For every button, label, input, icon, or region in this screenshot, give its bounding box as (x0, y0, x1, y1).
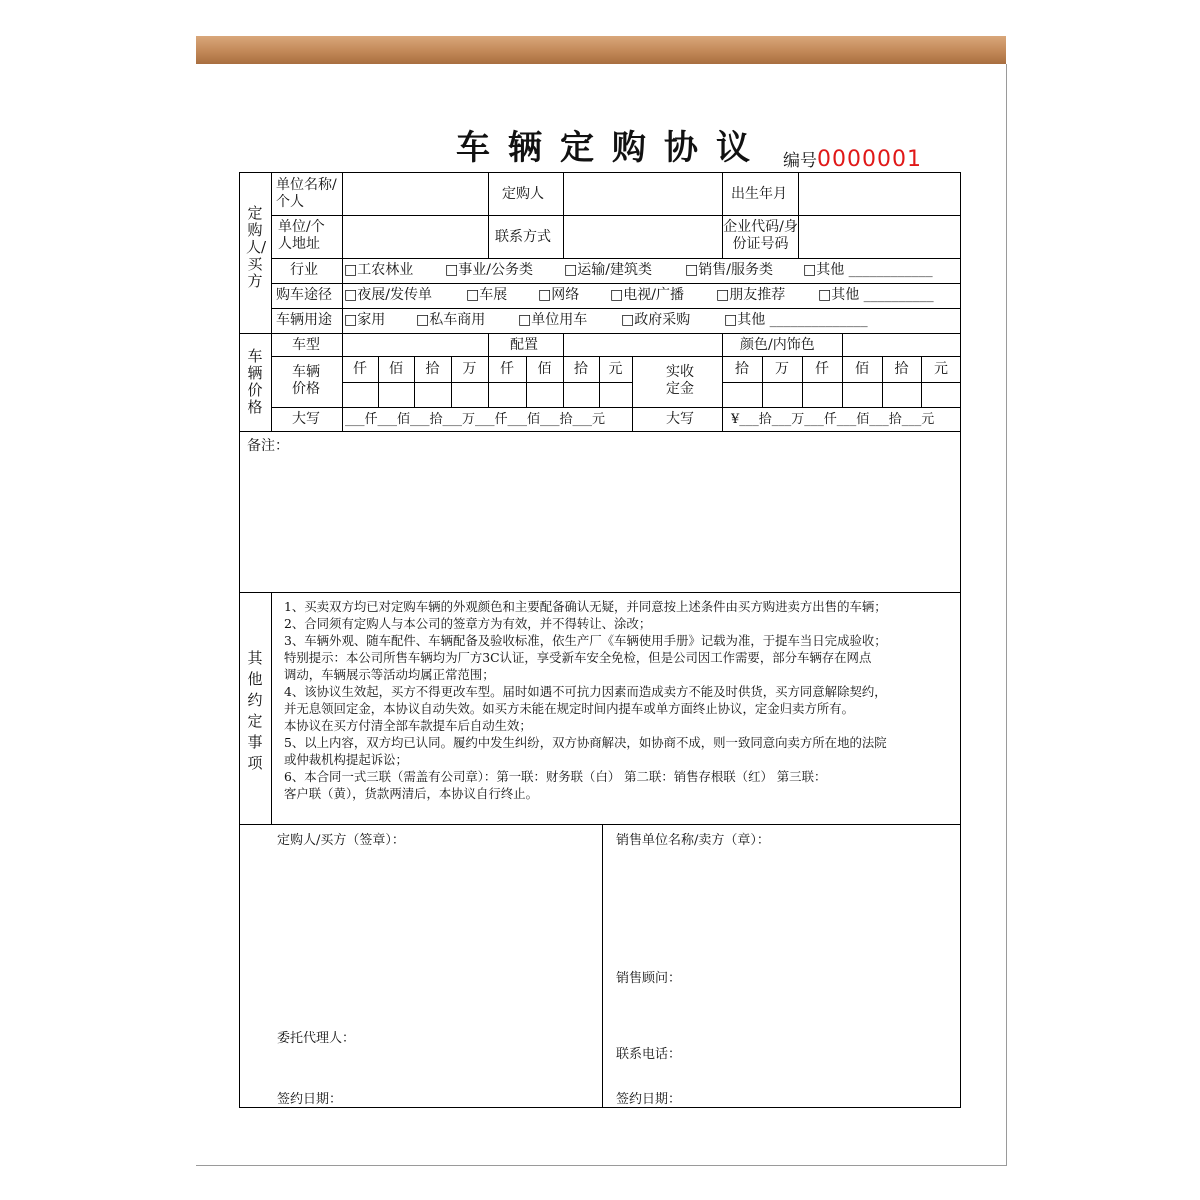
col-divider (563, 172, 564, 258)
terms-line: 并无息领回定金，本协议自动失效。如买方未能在规定时间内提车或单方面终止协议，定金归卖方所有。 (284, 701, 854, 716)
consultant-label: 销售顾问： (616, 971, 682, 986)
capital-label: 大写 (292, 411, 320, 427)
terms-line: 4、该协议生效起，买方不得更改车型。届时如遇不可抗力因素而造成卖方不能及时供货，买方同意解除契约， (284, 684, 887, 699)
row-divider (271, 356, 961, 357)
price-label: 车辆价格 (292, 364, 320, 397)
channel-option[interactable]: □夜展/发传单 (344, 287, 432, 303)
row-divider (271, 215, 961, 216)
deposit-label: 实收定金 (666, 364, 694, 397)
deposit-unit: 拾 (894, 361, 909, 377)
seller-signature-label: 销售单位名称/卖方（章）： (616, 833, 770, 848)
section-divider (239, 431, 961, 432)
usage-option[interactable]: □私车商用 (416, 312, 486, 328)
industry-option[interactable]: □事业/公务类 (445, 262, 533, 278)
terms-line: 或仲裁机构提起诉讼； (284, 752, 408, 767)
col-divider (602, 824, 603, 1108)
row-divider (271, 308, 961, 309)
channel-option[interactable]: □电视/广播 (610, 287, 684, 303)
price-unit: 佰 (537, 361, 552, 377)
serial-label: 编号 (783, 151, 817, 171)
config-label: 配置 (510, 337, 538, 353)
serial-value: 0000001 (817, 147, 922, 172)
terms-line: 客户联（黄），货款两清后，本协议自行终止。 (284, 786, 539, 801)
agent-label: 委托代理人： (277, 1031, 356, 1046)
price-unit: 仟 (500, 361, 514, 377)
row-divider (271, 407, 961, 408)
buyer-signature-label: 定购人/买方（签章）： (277, 833, 405, 848)
channel-label: 购车途径 (276, 287, 332, 303)
usage-option[interactable]: □单位用车 (518, 312, 588, 328)
industry-option[interactable]: □运输/建筑类 (564, 262, 652, 278)
buyer-side-label: 定购人/买方 (246, 204, 267, 290)
row-divider (271, 258, 961, 259)
usage-label: 车辆用途 (276, 312, 332, 328)
document-title: 车辆定购协议 (456, 128, 768, 168)
price-unit: 万 (462, 361, 477, 377)
industry-option[interactable]: □其他 ____________ (803, 262, 933, 278)
row-divider (342, 382, 632, 383)
price-unit: 仟 (353, 361, 367, 377)
terms-line: 特别提示：本公司所售车辆均为厂方3C认证，享受新车安全免检，但是公司因工作需要，部分车辆存在网点 (284, 650, 872, 665)
deposit-unit: 佰 (855, 361, 869, 377)
terms-line: 调动，车辆展示等活动均属正常范围； (284, 667, 495, 682)
section-divider (239, 333, 961, 334)
section-divider (239, 824, 961, 825)
channel-option[interactable]: □车展 (466, 287, 508, 303)
col-divider (488, 333, 489, 356)
deposit-capital-label: 大写 (666, 411, 694, 427)
usage-option[interactable]: □其他 ______________ (724, 312, 868, 328)
deposit-unit: 拾 (735, 361, 749, 377)
birth-label: 出生年月 (731, 186, 787, 202)
terms-line: 6、本合同一式三联（需盖有公司章）：第一联：财务联（白） 第二联：销售存根联（红） 第三联： (284, 769, 827, 784)
terms-side-label: 其他约定事项 (247, 649, 263, 772)
col-divider (488, 172, 489, 258)
terms-line: 本协议在买方付清全部车款提车后自动生效； (284, 718, 532, 733)
col-divider (271, 172, 272, 431)
model-label: 车型 (292, 337, 320, 353)
channel-option[interactable]: □其他 __________ (818, 287, 934, 303)
seller-date-label: 签约日期： (616, 1092, 682, 1107)
terms-line: 3、车辆外观、随车配件、车辆配备及验收标准，依生产厂《车辆使用手册》记载为准，于提车当日完成验收； (284, 633, 887, 648)
terms-line: 2、合同须有定购人与本公司的签章方为有效，并不得转让、涂改； (284, 616, 652, 631)
col-divider (563, 333, 564, 356)
col-divider (271, 592, 272, 824)
terms-text (284, 598, 956, 802)
deposit-unit: 元 (934, 361, 948, 377)
industry-option[interactable]: □工农林业 (344, 262, 414, 278)
price-side-label: 车辆价格 (247, 347, 263, 416)
col-divider (798, 172, 799, 258)
color-label: 颜色/内饰色 (740, 337, 815, 353)
id-label: 企业代码/身份证号码 (723, 219, 798, 252)
deposit-unit: 仟 (815, 361, 829, 377)
phone-label: 联系电话： (616, 1047, 682, 1062)
terms-line: 5、以上内容，双方均已认同。履约中发生纠纷，双方协商解决，如协商不成，则一致同意向卖方所在地的法院 (284, 735, 887, 750)
col-divider (342, 172, 343, 431)
col-divider (842, 333, 843, 356)
industry-label: 行业 (290, 262, 318, 278)
deposit-unit: 万 (775, 361, 789, 377)
col-divider (722, 333, 723, 431)
col-divider (632, 356, 633, 431)
row-divider (271, 283, 961, 284)
address-label: 单位/个人地址 (278, 219, 325, 252)
usage-option[interactable]: □家用 (344, 312, 386, 328)
channel-option[interactable]: □网络 (538, 287, 580, 303)
remarks-label: 备注： (247, 438, 289, 454)
orderer-label: 定购人 (502, 186, 544, 202)
contact-label: 联系方式 (495, 229, 551, 245)
price-unit: 佰 (389, 361, 403, 377)
terms-line: 1、买卖双方均已对定购车辆的外观颜色和主要配备确认无疑，并同意按上述条件由买方购进卖方出售的车辆； (284, 599, 887, 614)
price-unit: 拾 (574, 361, 588, 377)
buyer-date-label: 签约日期： (277, 1092, 343, 1107)
usage-option[interactable]: □政府采购 (621, 312, 691, 328)
serial-number (783, 146, 922, 172)
industry-option[interactable]: □销售/服务类 (685, 262, 773, 278)
price-unit: 拾 (425, 361, 440, 377)
section-divider (239, 592, 961, 593)
channel-option[interactable]: □朋友推荐 (716, 287, 786, 303)
price-unit: 元 (608, 361, 623, 377)
name-label: 单位名称/个人 (276, 177, 337, 210)
price-capital[interactable]: ___仟___佰___拾___万___仟___佰___拾___元 (345, 412, 606, 427)
pad-binding-strip (196, 36, 1006, 64)
deposit-capital[interactable]: ¥___拾___万___仟___佰___拾___元 (731, 412, 935, 427)
